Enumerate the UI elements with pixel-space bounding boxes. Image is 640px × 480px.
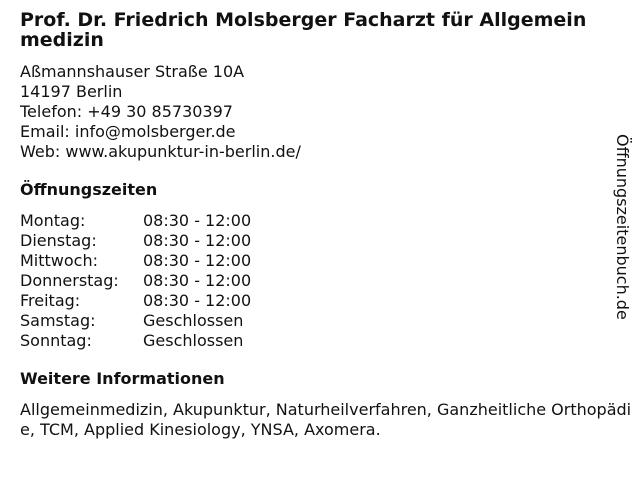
- day-label: Sonntag:: [20, 331, 92, 350]
- time-value: 08:30 - 12:00: [143, 271, 252, 290]
- day-label: Donnerstag:: [20, 271, 119, 290]
- hours-row: [20, 271, 632, 291]
- info-heading: Weitere Informationen: [20, 369, 225, 388]
- site-watermark: Öffnungszeitenbuch.de: [613, 134, 632, 320]
- email-line: Email: info@molsberger.de: [20, 122, 236, 141]
- time-value: 08:30 - 12:00: [143, 211, 252, 230]
- day-label: Freitag:: [20, 291, 81, 310]
- time-value: Geschlossen: [143, 311, 244, 330]
- hours-row: [20, 231, 632, 251]
- hours-row: [20, 291, 632, 311]
- postal-city: 14197 Berlin: [20, 82, 123, 101]
- time-value: 08:30 - 12:00: [143, 251, 252, 270]
- day-label: Dienstag:: [20, 231, 97, 250]
- contact-block: [20, 62, 632, 162]
- hours-row: [20, 251, 632, 271]
- hours-table: [20, 211, 632, 351]
- info-text: Allgemeinmedizin, Akupunktur, Naturheilverfahren, Ganzheitliche Orthopädie, TCM, Applied Kinesiology, YNSA, Axomera.: [20, 400, 632, 439]
- time-value: Geschlossen: [143, 331, 244, 350]
- day-label: Samstag:: [20, 311, 96, 330]
- time-value: 08:30 - 12:00: [143, 291, 252, 310]
- hours-heading: Öffnungszeiten: [20, 180, 158, 199]
- hours-row: [20, 311, 632, 331]
- practice-card: [20, 10, 632, 440]
- web-line: Web: www.akupunktur-in-berlin.de/: [20, 142, 301, 161]
- phone-line: Telefon: +49 30 85730397: [20, 102, 233, 121]
- street-address: Aßmannshauser Straße 10A: [20, 62, 245, 81]
- hours-row: [20, 331, 632, 351]
- day-label: Mittwoch:: [20, 251, 98, 270]
- practice-title: Prof. Dr. Friedrich Molsberger Facharzt für Allgemein medizin: [20, 9, 587, 51]
- time-value: 08:30 - 12:00: [143, 231, 252, 250]
- day-label: Montag:: [20, 211, 86, 230]
- hours-row: [20, 211, 632, 231]
